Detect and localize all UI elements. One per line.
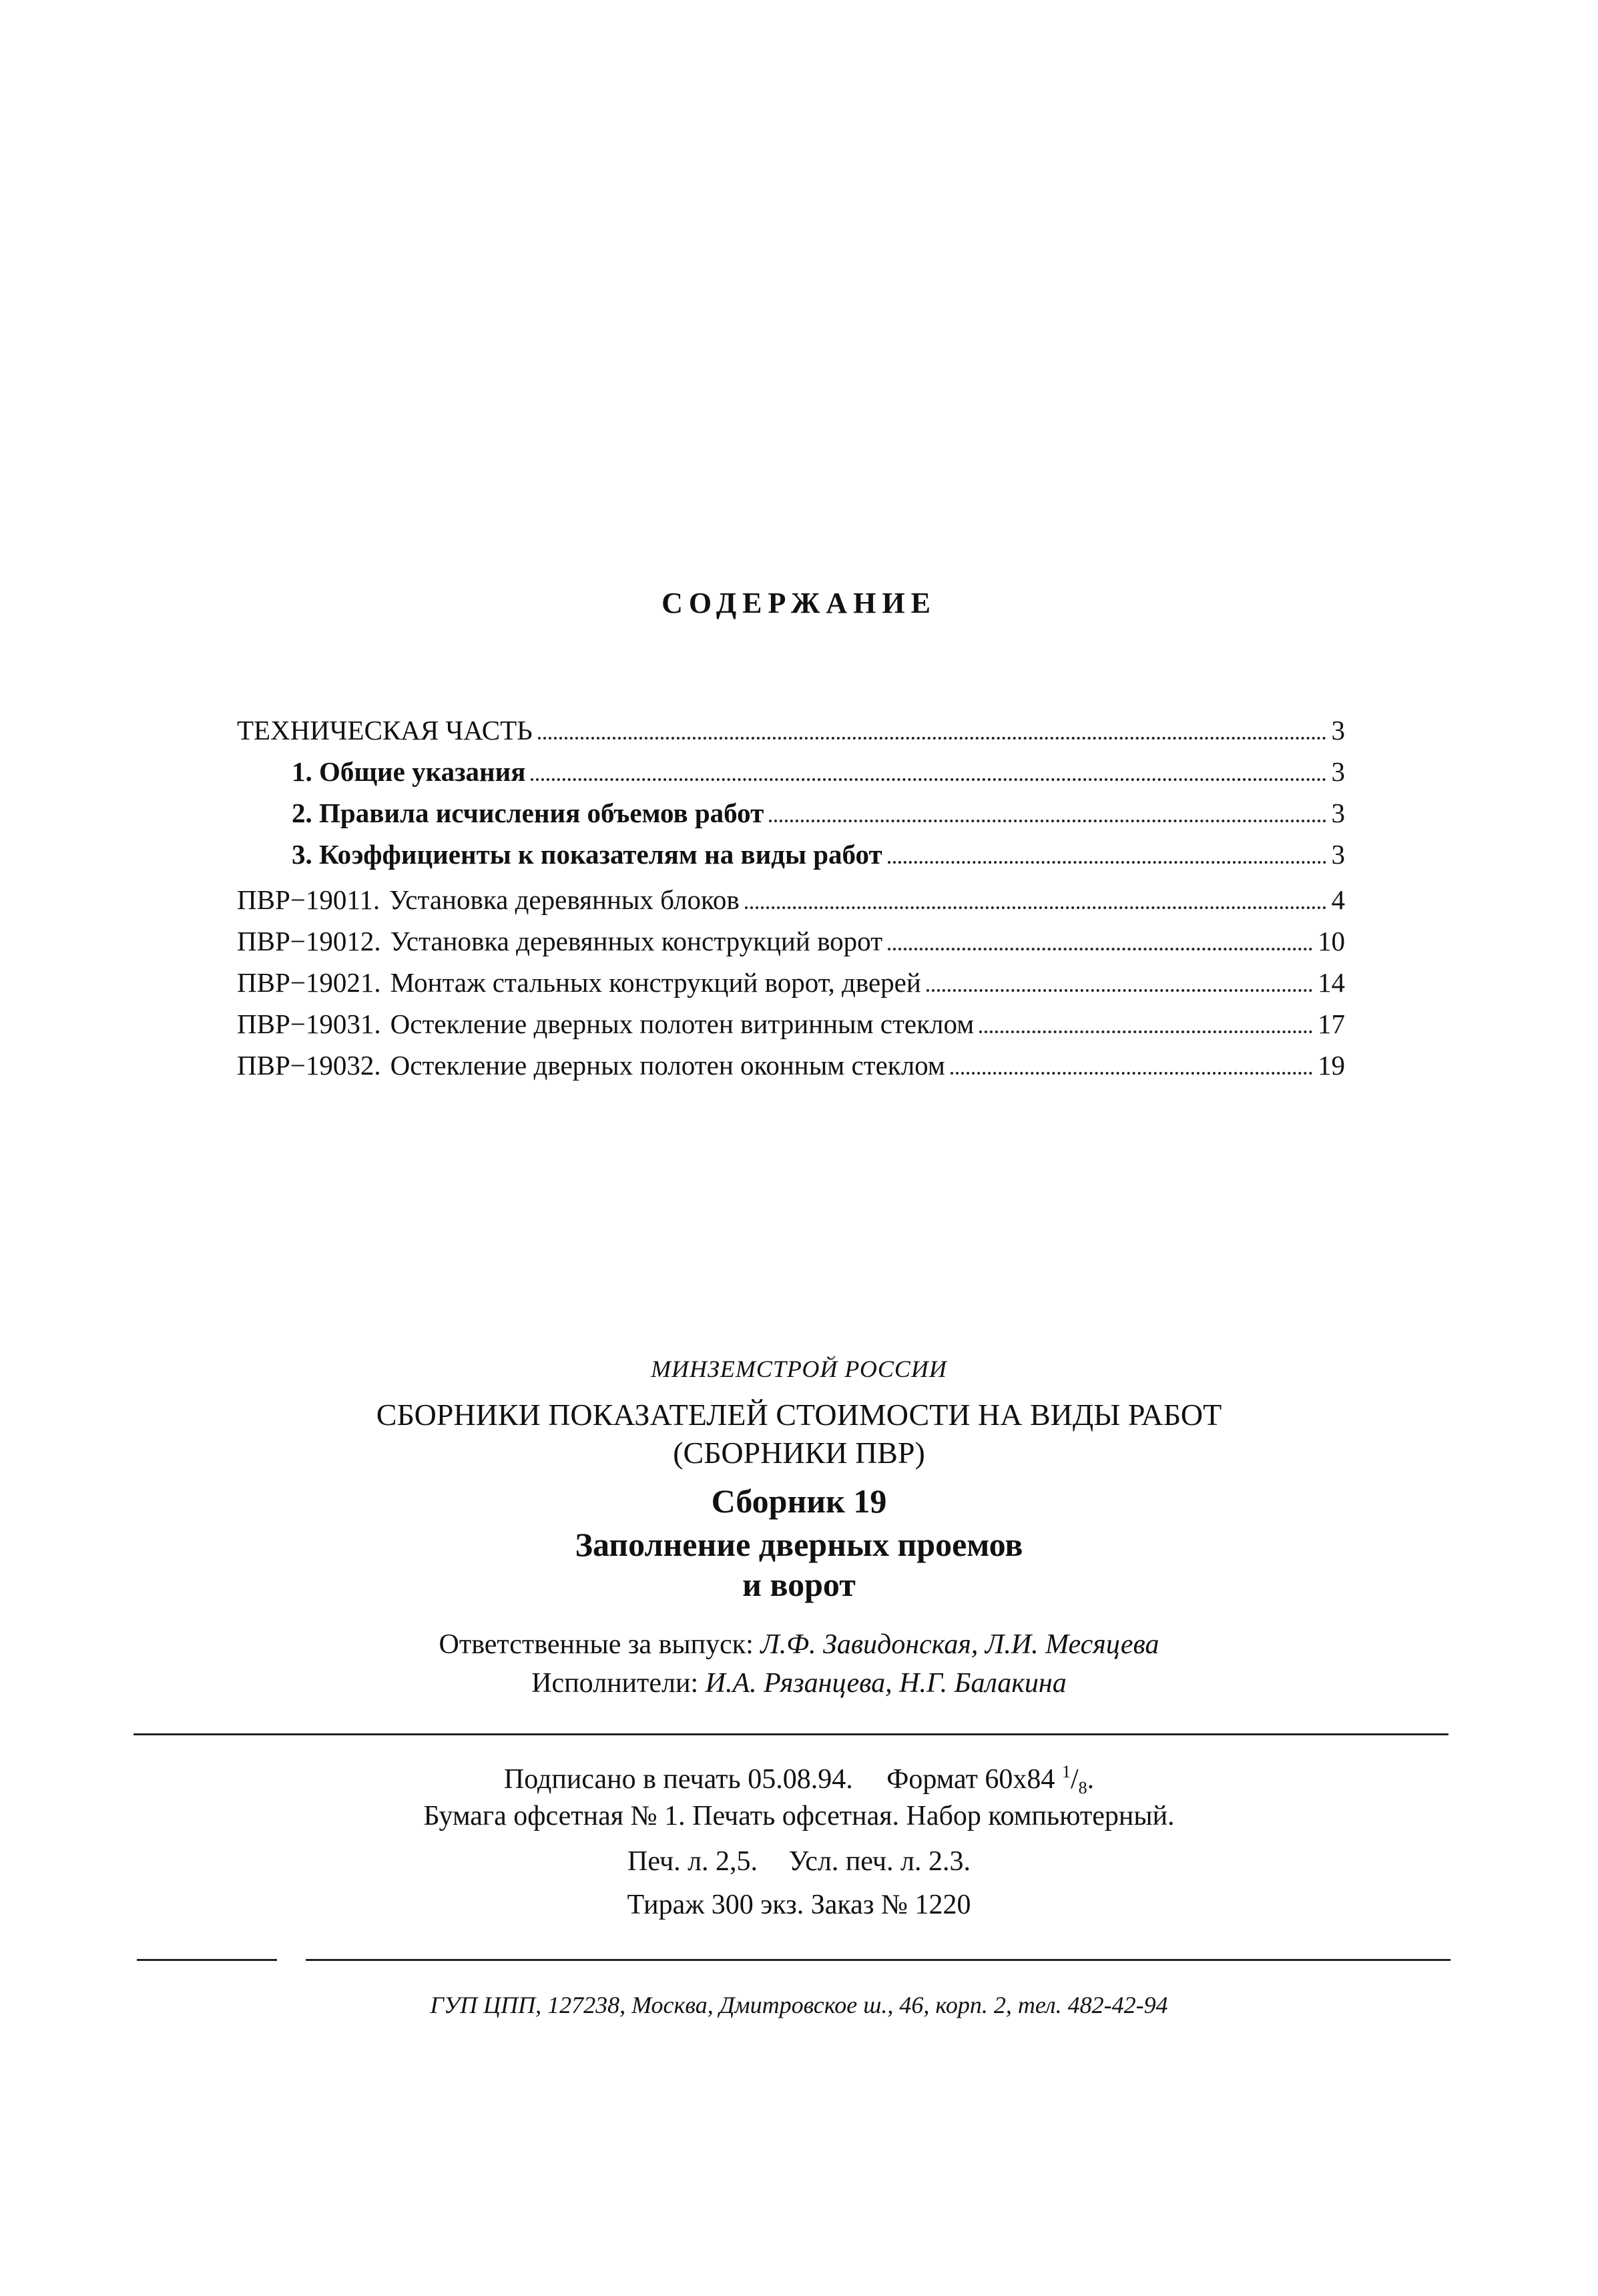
responsible-label: Ответственные за выпуск:: [439, 1629, 754, 1660]
toc-leader-dots: [888, 948, 1312, 950]
toc-entry-code: ПВР−19021.: [237, 967, 381, 998]
toc-entry-label: Остекление дверных полотен оконным стеклом: [390, 1050, 945, 1081]
format-label: Формат 60х84: [886, 1764, 1055, 1795]
contents-title: СОДЕРЖАНИЕ: [661, 587, 937, 619]
toc-entry-page: 10: [1318, 926, 1345, 956]
toc-entry-pvr-19012[interactable]: [237, 920, 1345, 962]
toc-entry-pvr-19011[interactable]: [237, 879, 1345, 920]
toc-entry-pvr-19032[interactable]: [237, 1045, 1345, 1086]
toc-entry-rules[interactable]: [237, 792, 1345, 834]
toc-entry-pvr-19021[interactable]: [237, 962, 1345, 1003]
toc-leader-dots: [531, 778, 1326, 781]
toc-leader-dots: [926, 989, 1312, 992]
toc-entry-page: 3: [1331, 839, 1345, 870]
toc-entry-label: 1. Общие указания: [292, 756, 526, 787]
toc-entry-coefficients[interactable]: [237, 834, 1345, 875]
toc-leader-dots: [888, 861, 1326, 864]
toc-leader-dots: [951, 1072, 1312, 1075]
responsible-line: [0, 1629, 1598, 1661]
signed-date: 05.08.94.: [748, 1764, 853, 1795]
toc-entry-label: Монтаж стальных конструкций ворот, дверей: [390, 967, 921, 998]
toc-entry-label: Установка деревянных блоков: [389, 884, 740, 915]
order-number: Заказ № 1220: [810, 1890, 971, 1920]
print-run-line: [0, 1889, 1598, 1921]
toc-leader-dots: [745, 906, 1326, 909]
divider-bottom-short: [137, 1959, 277, 1961]
collection-title-line1: Заполнение дверных проемов: [575, 1526, 1023, 1563]
divider-bottom-long: [306, 1959, 1450, 1961]
toc-entry-technical-part[interactable]: [237, 709, 1345, 751]
toc-entry-page: 19: [1318, 1050, 1345, 1081]
toc-entry-code: ПВР−19032.: [237, 1050, 381, 1081]
format-den: 8: [1078, 1778, 1087, 1797]
toc-entry-page: 14: [1318, 967, 1345, 998]
format-tail: .: [1087, 1764, 1095, 1795]
toc-entry-general[interactable]: [237, 751, 1345, 792]
printed-sheets: Печ. л. 2,5.: [627, 1846, 758, 1877]
performers-line: [0, 1667, 1598, 1699]
publisher-address: ГУП ЦПП, 127238, Москва, Дмитровское ш., 46, корп. 2, тел. 482-42-94: [430, 1992, 1168, 2018]
toc-entry-page: 4: [1331, 884, 1345, 915]
ministry-name: МИНЗЕМСТРОЙ РОССИИ: [651, 1356, 947, 1382]
series-title-line2: (СБОРНИКИ ПВР): [673, 1436, 925, 1470]
paper-line: Бумага офсетная № 1. Печать офсетная. Набор компьютерный.: [423, 1801, 1175, 1831]
toc-leader-dots: [769, 820, 1326, 822]
toc-entry-label: Установка деревянных конструкций ворот: [390, 926, 883, 956]
toc-entry-code: ПВР−19011.: [237, 884, 380, 915]
responsible-names: Л.Ф. Завидонская, Л.И. Месяцева: [760, 1629, 1159, 1660]
sheets-line: [0, 1845, 1598, 1878]
toc-entry-code: ПВР−19031.: [237, 1009, 381, 1039]
toc-entry-page: 3: [1331, 756, 1345, 787]
circulation: Тираж 300 экз.: [627, 1890, 804, 1920]
collection-title-line2: и ворот: [742, 1566, 856, 1603]
toc-entry-page: 3: [1331, 715, 1345, 746]
signed-line: [0, 1762, 1598, 1798]
toc-entry-label: 2. Правила исчисления объемов работ: [292, 798, 764, 828]
performers-label: Исполнители:: [531, 1668, 699, 1699]
toc-entry-label: ТЕХНИЧЕСКАЯ ЧАСТЬ: [237, 715, 533, 746]
performers-names: И.А. Рязанцева, Н.Г. Балакина: [705, 1668, 1067, 1699]
format-fraction: $^1/_8$: [1061, 1762, 1087, 1797]
toc-entry-page: 3: [1331, 798, 1345, 828]
conventional-sheets: Усл. печ. л. 2.3.: [788, 1846, 971, 1877]
toc-entry-label: Остекление дверных полотен витринным стеклом: [390, 1009, 975, 1039]
toc-entry-label: 3. Коэффициенты к показателям на виды работ: [292, 839, 882, 870]
table-of-contents: [237, 709, 1345, 1086]
toc-entry-pvr-19031[interactable]: [237, 1003, 1345, 1045]
collection-number: Сборник 19: [711, 1482, 887, 1520]
toc-leader-dots: [979, 1031, 1312, 1033]
toc-leader-dots: [538, 737, 1326, 740]
format-num: 1: [1061, 1762, 1071, 1781]
series-title-line1: СБОРНИКИ ПОКАЗАТЕЛЕЙ СТОИМОСТИ НА ВИДЫ РАБОТ: [376, 1398, 1222, 1432]
signed-label: Подписано в печать: [503, 1764, 741, 1795]
toc-entry-page: 17: [1318, 1009, 1345, 1039]
toc-entry-code: ПВР−19012.: [237, 926, 381, 956]
divider-top: [134, 1733, 1448, 1735]
